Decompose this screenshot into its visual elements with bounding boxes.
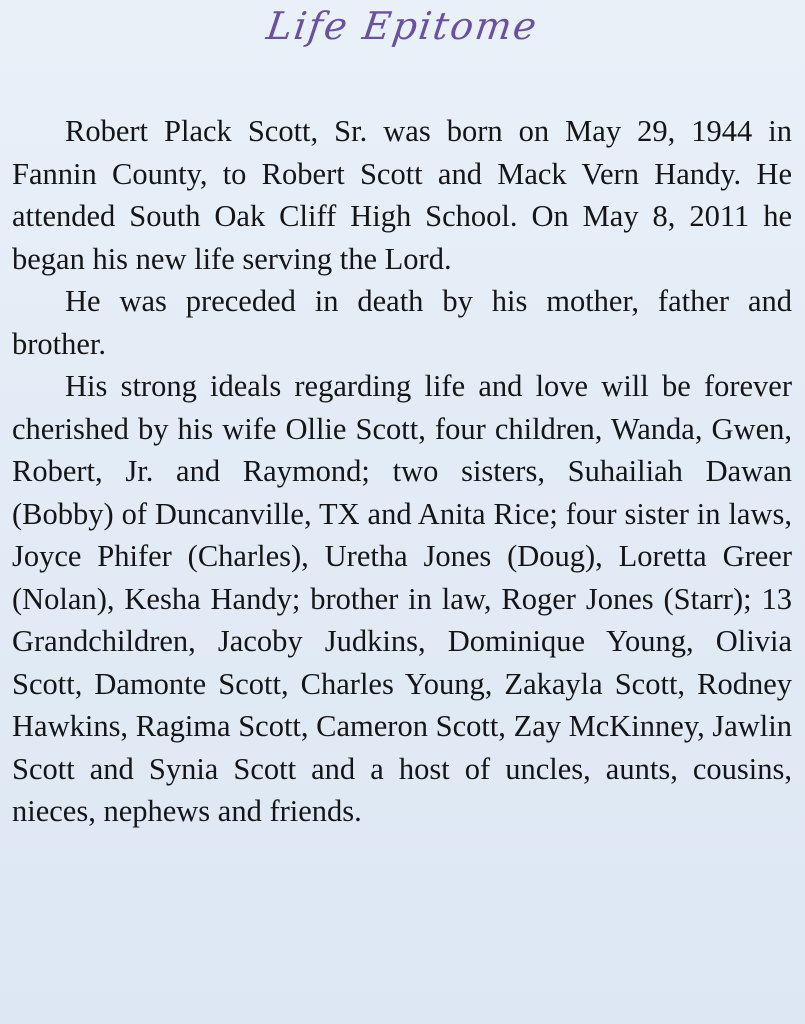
page-title: Life Epitome bbox=[263, 4, 542, 48]
paragraph-birth: Robert Plack Scott, Sr. was born on May 29, 1944 in Fannin County, to Robert Scott and Mack Vern Handy. He attended South Oak Cliff High School. On May 8, 2011 he began his new life serving the Lord. bbox=[12, 114, 792, 276]
document-body bbox=[12, 110, 792, 833]
paragraph-preceded: He was preceded in death by his mother, father and brother. bbox=[12, 284, 792, 361]
paragraph-survivors: His strong ideals regarding life and love will be forever cherished by his wife Ollie Scott, four children, Wanda, Gwen, Robert, Jr. and Raymond; two sisters, Suhailiah Dawan (Bobby) of Duncanville, TX and Anita Rice; four sister in laws, Joyce Phifer (Charles), Uretha Jones (Doug), Loretta Greer (Nolan), Kesha Handy; brother in law, Roger Jones (Starr); 13 Grandchildren, Jacoby Judkins, Dominique Young, Olivia Scott, Damonte Scott, Charles Young, Zakayla Scott, Rodney Hawkins, Ragima Scott, Cameron Scott, Zay McKinney, Jawlin Scott and Synia Scott and a host of uncles, aunts, cousins, nieces, nephews and friends. bbox=[12, 369, 792, 828]
